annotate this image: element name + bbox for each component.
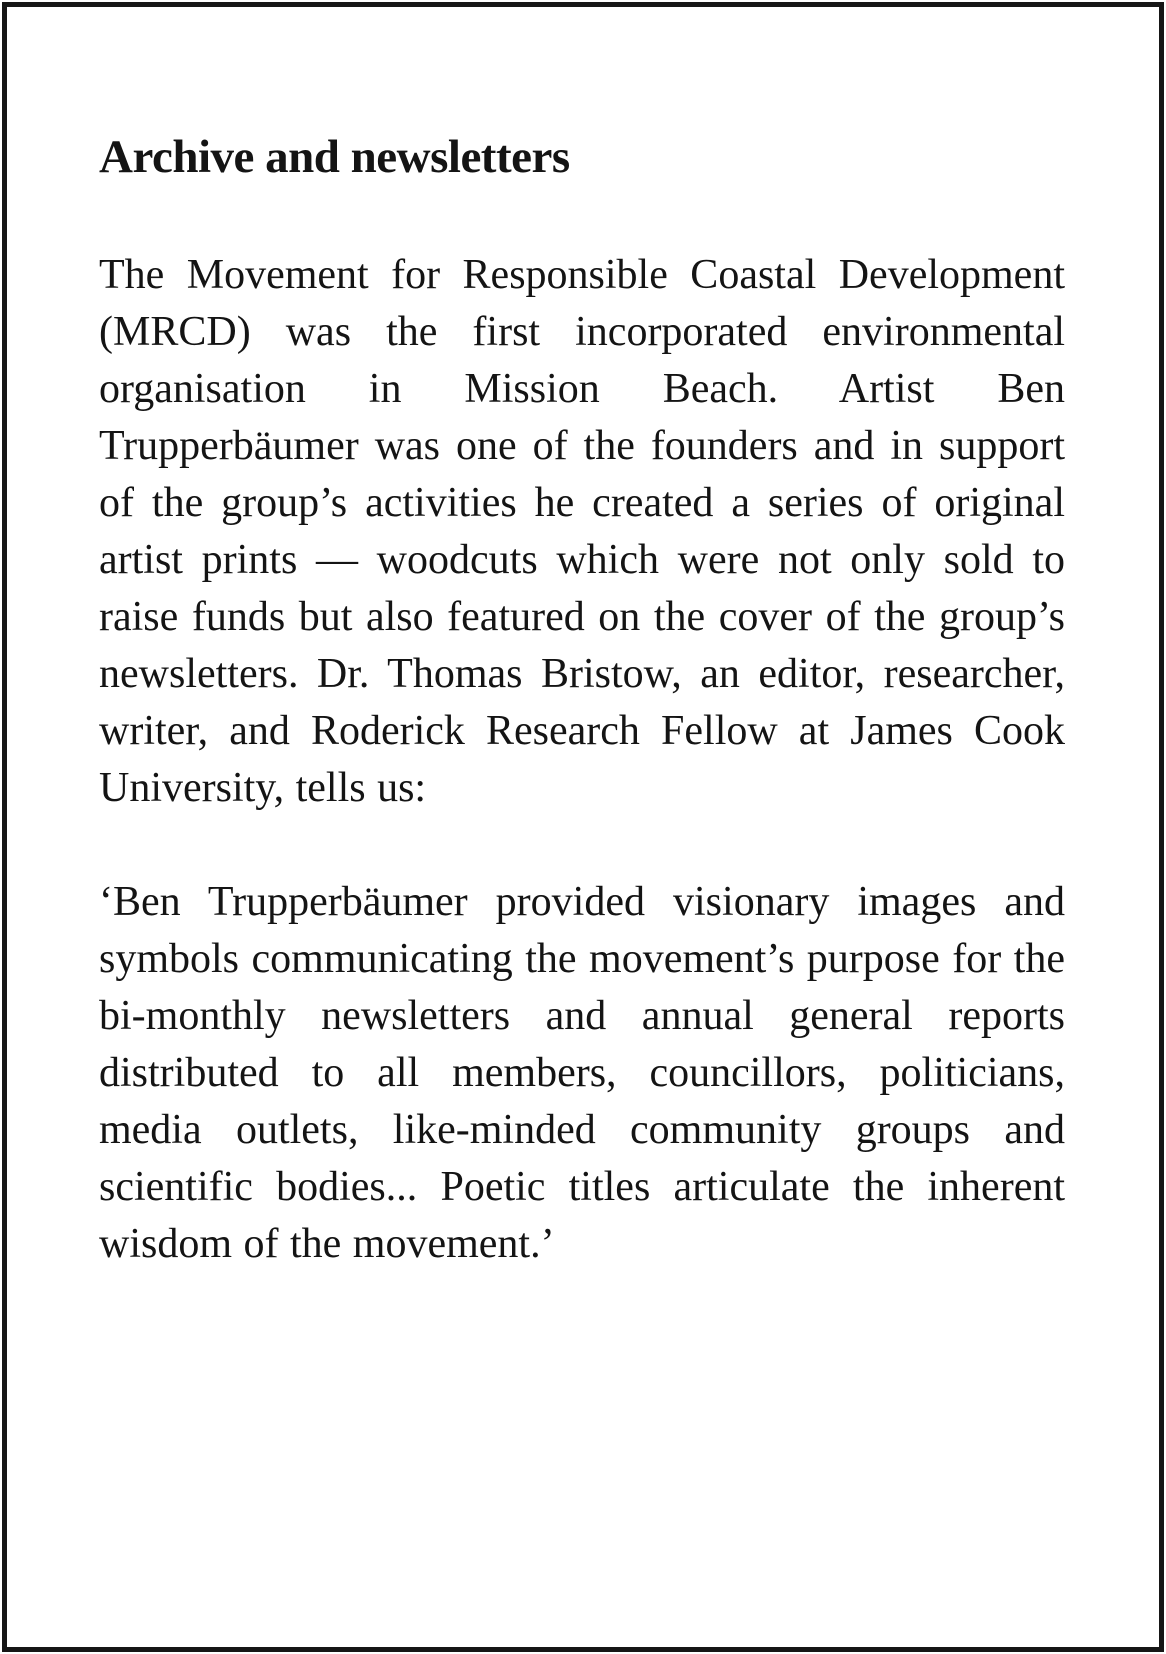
paragraph-quote: ‘Ben Trupperbäumer provided visionary images and symbols communicating the movement’s purpose for the bi-monthly newsletters and annual general reports distributed to all members, councillors, politicians, media outlets, like-minded community groups and scientific bodies... Poetic titles articulate the inherent wisdom of the movement.’ (99, 879, 1065, 1267)
paragraph-intro: The Movement for Responsible Coastal Development (MRCD) was the first incorporated environmental organisation in Mission Beach. Artist Ben Trupperbäumer was one of the founders and in support of the group’s activities he created a series of original artist prints — woodcuts which were not only sold to raise funds but also featured on the cover of the group’s newsletters. Dr. Thomas Bristow, an editor, researcher, writer, and Roderick Research Fellow at James Cook University, tells us: (99, 252, 1065, 811)
document-content (7, 7, 1159, 1273)
page-title: Archive and newsletters (99, 131, 570, 183)
document-page (2, 2, 1164, 1652)
